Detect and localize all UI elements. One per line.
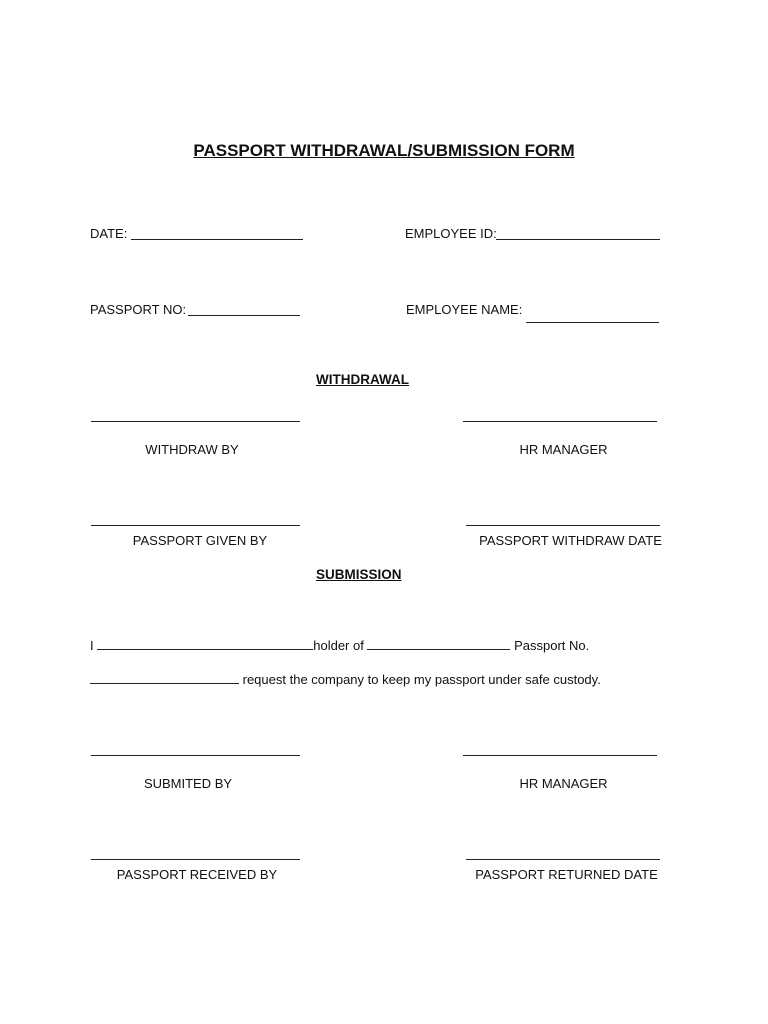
submission-statement-line-1: [90, 637, 589, 654]
statement-request: request the company to keep my passport under safe custody.: [242, 672, 601, 687]
employee-id-label: EMPLOYEE ID:: [405, 226, 497, 241]
date-field[interactable]: [131, 239, 303, 240]
withdraw-by-label: WITHDRAW BY: [145, 442, 239, 457]
passport-given-by-label: PASSPORT GIVEN BY: [132, 533, 268, 548]
withdrawal-hr-manager-label: HR MANAGER: [519, 442, 608, 457]
passport-withdraw-date-label: PASSPORT WITHDRAW DATE: [479, 533, 662, 548]
declarant-name-field[interactable]: [97, 637, 313, 650]
submission-statement-line-2: [90, 671, 601, 688]
passport-received-by-signature-line[interactable]: [91, 859, 300, 860]
passport-received-by-label: PASSPORT RECEIVED BY: [116, 867, 278, 882]
nationality-field[interactable]: [367, 637, 510, 650]
passport-given-by-signature-line[interactable]: [91, 525, 300, 526]
passport-returned-date-line[interactable]: [466, 859, 660, 860]
statement-passport-no: Passport No.: [514, 638, 590, 653]
form-title: PASSPORT WITHDRAWAL/SUBMISSION FORM: [193, 141, 575, 160]
submission-hr-manager-label: HR MANAGER: [519, 776, 608, 791]
statement-i: I: [90, 638, 94, 653]
date-label: DATE:: [90, 226, 128, 241]
passport-no-field[interactable]: [188, 315, 300, 316]
submited-by-signature-line[interactable]: [91, 755, 300, 756]
passport-returned-date-label: PASSPORT RETURNED DATE: [475, 867, 658, 882]
withdrawal-heading: WITHDRAWAL: [316, 372, 409, 387]
submited-by-label: SUBMITED BY: [143, 776, 233, 791]
employee-id-field[interactable]: [496, 239, 660, 240]
statement-holder-of: holder of: [313, 638, 364, 653]
withdrawal-hr-manager-signature-line[interactable]: [463, 421, 657, 422]
passport-number-field[interactable]: [90, 671, 239, 684]
employee-name-label: EMPLOYEE NAME:: [406, 302, 523, 317]
withdraw-by-signature-line[interactable]: [91, 421, 300, 422]
submission-heading: SUBMISSION: [316, 567, 402, 582]
submission-hr-manager-signature-line[interactable]: [463, 755, 657, 756]
employee-name-field[interactable]: [526, 322, 659, 323]
passport-no-label: PASSPORT NO:: [90, 302, 187, 317]
passport-withdraw-date-line[interactable]: [466, 525, 660, 526]
